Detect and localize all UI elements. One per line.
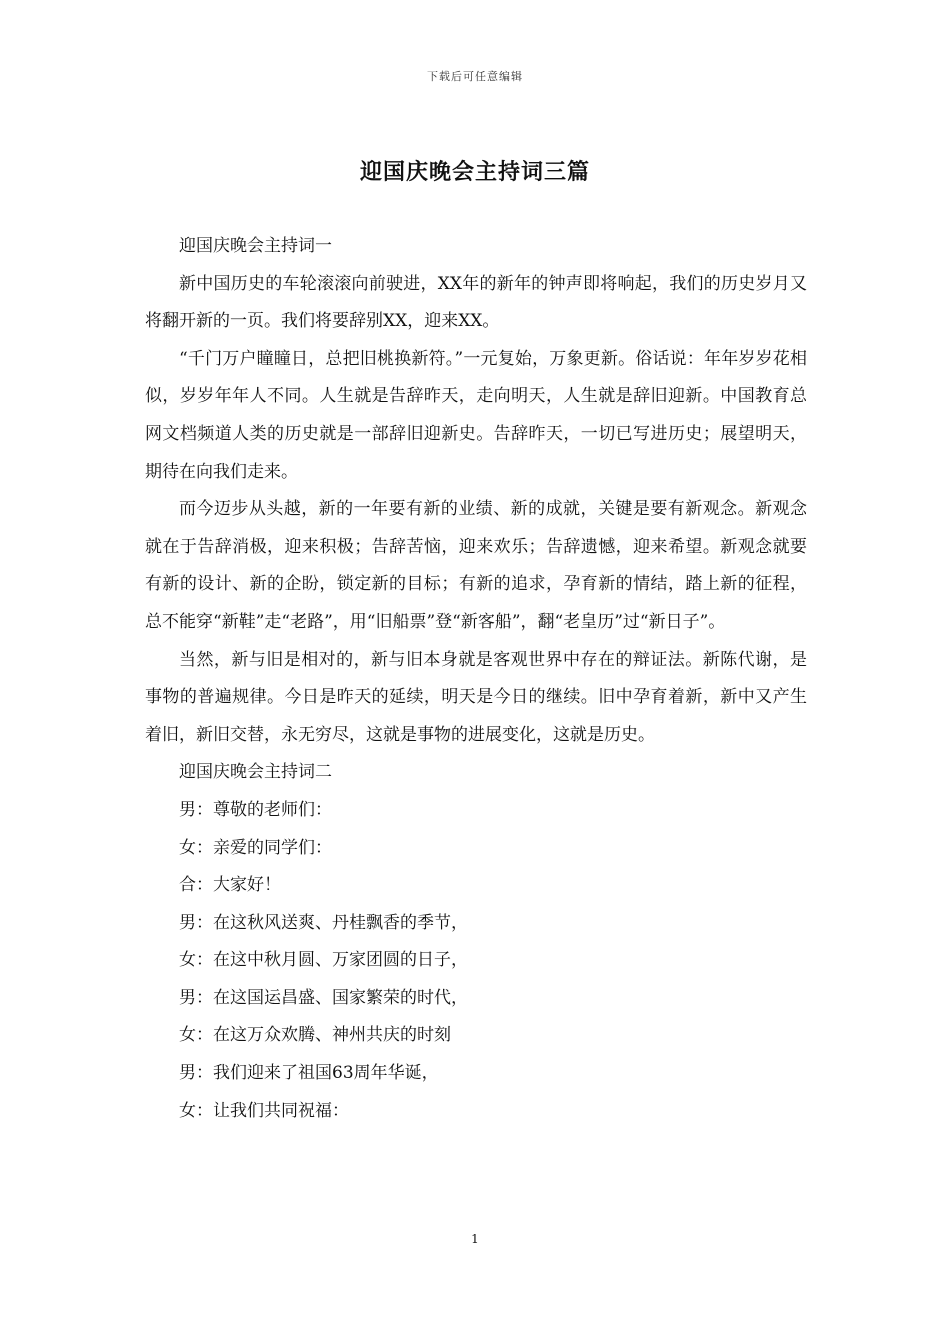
section-heading-1: 迎国庆晚会主持词一: [179, 236, 332, 256]
dialogue-line: 男：我们迎来了祖国63周年华诞，: [179, 1063, 439, 1084]
page-header-note: 下载后可任意编辑: [427, 70, 523, 83]
dialogue-line: 女：在这万众欢腾、神州共庆的时刻: [179, 1025, 451, 1046]
dialogue-line: 男：在这秋风送爽、丹桂飘香的季节，: [179, 912, 468, 933]
dialogue-line: 女：亲爱的同学们：: [179, 837, 332, 858]
dialogue-line: 女：让我们共同祝福：: [179, 1100, 349, 1121]
document-title: 迎国庆晚会主持词三篇: [359, 159, 590, 185]
page-number: 1: [471, 1232, 479, 1246]
paragraph: 新中国历史的车轮滚滚向前驶进，XX年的新年的钟声即将响起，我们的历史岁月又将翻开新的一页。我们将要辞别XX，迎来XX。: [145, 273, 807, 332]
dialogue-line: 男：在这国运昌盛、国家繁荣的时代，: [179, 987, 468, 1008]
paragraph: 而今迈步从头越，新的一年要有新的业绩、新的成就，关键是要有新观念。新观念就在于告辞消极，迎来积极；告辞苦恼，迎来欢乐；告辞遗憾，迎来希望。新观念就要有新的设计、新的企盼，锁定新的目标；有新的追求，孕育新的情结，踏上新的征程，总不能穿“新鞋”走“老路”，用“旧船票”登“新客船”，翻“老皇历”过“新日子”。: [145, 499, 807, 632]
dialogue-line: 男：尊敬的老师们：: [179, 799, 332, 820]
paragraph: “千门万户瞳瞳日，总把旧桃换新符。”一元复始，万象更新。俗话说：年年岁岁花相似，岁岁年年人不同。人生就是告辞昨天，走向明天，人生就是辞旧迎新。中国教育总网文档频道人类的历史就是一部辞旧迎新史。告辞昨天，一切已写进历史；展望明天，期待在向我们走来。: [145, 348, 807, 482]
dialogue-line: 女：在这中秋月圆、万家团圆的日子，: [179, 950, 468, 971]
dialogue-line: 合：大家好！: [179, 875, 281, 896]
document-body: [145, 228, 807, 1130]
section-heading-2: 迎国庆晚会主持词二: [179, 762, 332, 783]
paragraph: 当然，新与旧是相对的，新与旧本身就是客观世界中存在的辩证法。新陈代谢，是事物的普遍规律。今日是昨天的延续，明天是今日的继续。旧中孕育着新，新中又产生着旧，新旧交替，永无穷尽，这就是事物的进展变化，这就是历史。: [145, 649, 807, 745]
